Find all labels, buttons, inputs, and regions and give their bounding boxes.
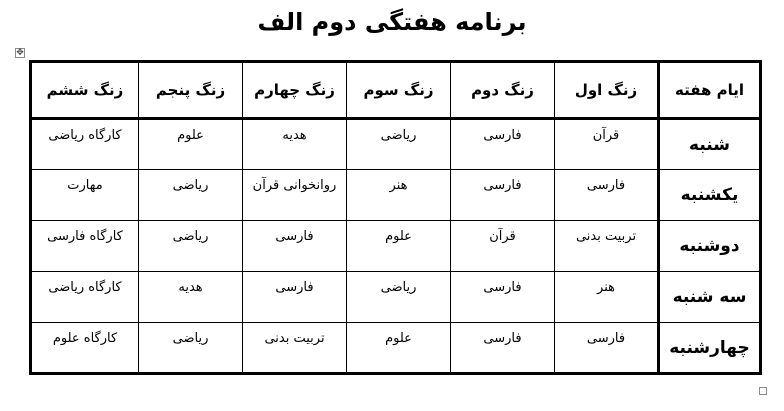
lesson-cell: ریاضی: [139, 170, 243, 221]
header-period-3: زنگ سوم: [347, 62, 451, 119]
lesson-cell: علوم: [347, 323, 451, 374]
lesson-cell: قرآن: [451, 221, 555, 272]
day-cell: شنبه: [659, 119, 761, 170]
lesson-cell: مهارت: [31, 170, 139, 221]
lesson-cell: فارسی: [451, 272, 555, 323]
lesson-cell: هنر: [555, 272, 659, 323]
day-cell: چهارشنبه: [659, 323, 761, 374]
lesson-cell: فارسی: [451, 323, 555, 374]
weekly-schedule-table: [29, 60, 762, 375]
header-period-2: زنگ دوم: [451, 62, 555, 119]
table-row: [31, 119, 761, 170]
table-resize-handle-icon[interactable]: [759, 387, 767, 395]
day-cell: یکشنبه: [659, 170, 761, 221]
lesson-cell: تربیت بدنی: [243, 323, 347, 374]
lesson-cell: قرآن: [555, 119, 659, 170]
lesson-cell: هدیه: [243, 119, 347, 170]
lesson-cell: ریاضی: [139, 221, 243, 272]
lesson-cell: فارسی: [451, 170, 555, 221]
lesson-cell: کارگاه ریاضی: [31, 119, 139, 170]
header-days-of-week: ایام هفته: [659, 62, 761, 119]
lesson-cell: فارسی: [243, 221, 347, 272]
day-cell: دوشنبه: [659, 221, 761, 272]
table-row: [31, 323, 761, 374]
lesson-cell: روانخوانی قرآن: [243, 170, 347, 221]
table-row: [31, 170, 761, 221]
lesson-cell: فارسی: [555, 323, 659, 374]
page-title: برنامه هفتگی دوم الف: [257, 8, 527, 36]
table-row: [31, 272, 761, 323]
lesson-cell: علوم: [347, 221, 451, 272]
lesson-cell: فارسی: [555, 170, 659, 221]
lesson-cell: فارسی: [243, 272, 347, 323]
table-move-handle-icon[interactable]: ✥: [16, 48, 24, 58]
lesson-cell: کارگاه ریاضی: [31, 272, 139, 323]
lesson-cell: ریاضی: [347, 272, 451, 323]
lesson-cell: ریاضی: [347, 119, 451, 170]
lesson-cell: کارگاه علوم: [31, 323, 139, 374]
lesson-cell: کارگاه فارسی: [31, 221, 139, 272]
lesson-cell: هنر: [347, 170, 451, 221]
header-period-4: زنگ چهارم: [243, 62, 347, 119]
header-period-1: زنگ اول: [555, 62, 659, 119]
lesson-cell: فارسی: [451, 119, 555, 170]
lesson-cell: تربیت بدنی: [555, 221, 659, 272]
table-row: [31, 221, 761, 272]
header-period-6: زنگ ششم: [31, 62, 139, 119]
lesson-cell: هدیه: [139, 272, 243, 323]
lesson-cell: علوم: [139, 119, 243, 170]
day-cell: سه شنبه: [659, 272, 761, 323]
header-period-5: زنگ پنجم: [139, 62, 243, 119]
table-header-row: [31, 62, 761, 119]
lesson-cell: ریاضی: [139, 323, 243, 374]
